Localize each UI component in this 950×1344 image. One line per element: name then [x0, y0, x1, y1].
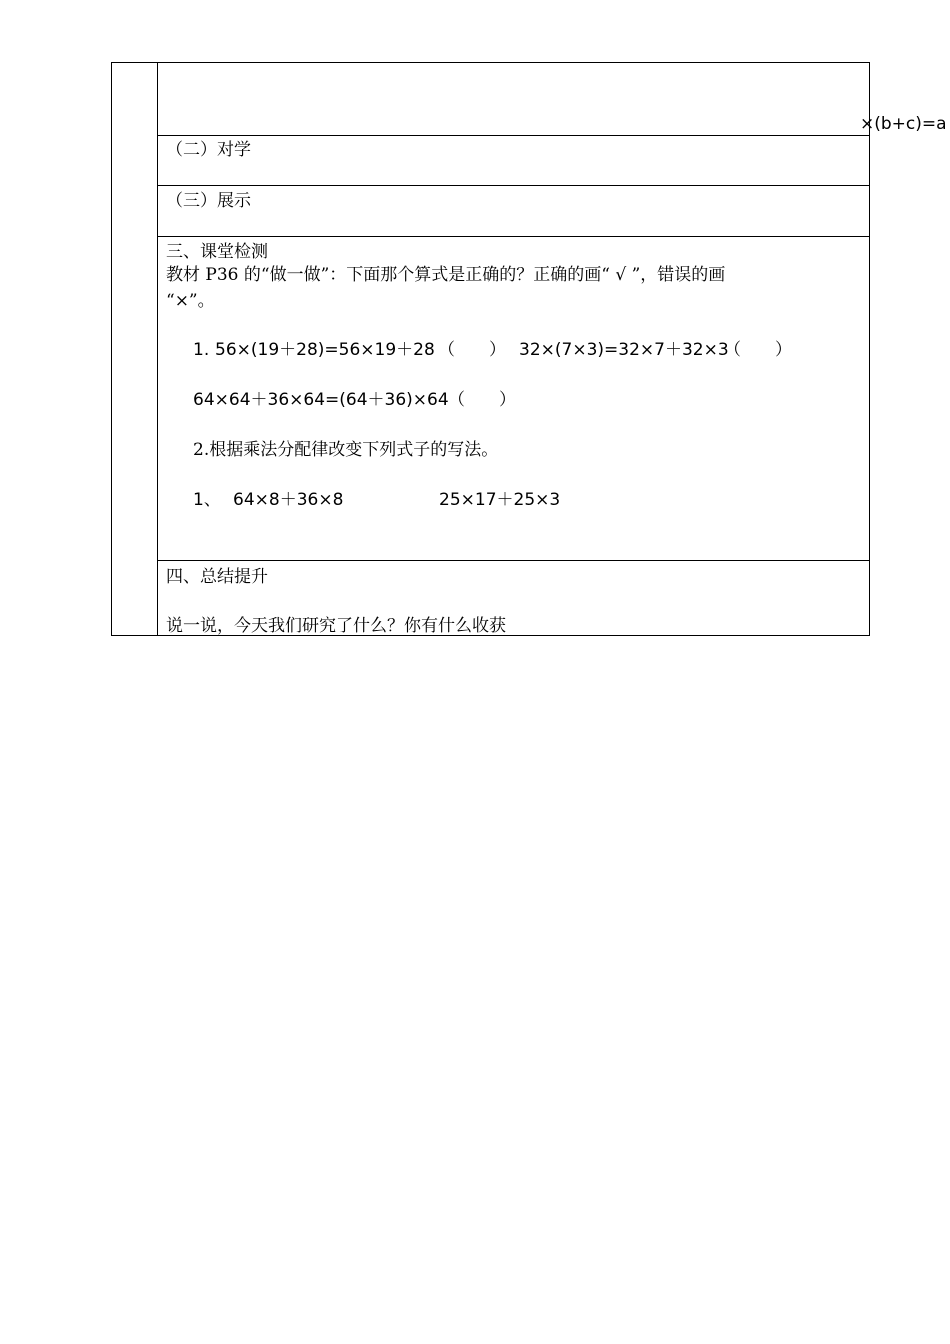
section-heading-ketang-jiance: 三、课堂检测: [166, 242, 268, 262]
overflow-formula-fragment: ×(b+c)=a: [860, 114, 947, 134]
question-1c-answer-blank: （ ）: [448, 390, 516, 410]
section-heading-duixue: （二）对学: [166, 140, 251, 160]
question-2-title: 2.根据乘法分配律改变下列式子的写法。: [193, 440, 499, 460]
section-heading-zongjie-tisheng: 四、总结提升: [166, 567, 268, 587]
instruction-line-1: 教材 P36 的“做一做”：下面那个算式是正确的？正确的画“ √ ”，错误的画: [166, 265, 726, 285]
question-1a-answer-blank: （ ）: [438, 340, 506, 360]
section-heading-zhanshi: （三）展示: [166, 191, 251, 211]
question-1c-expression: 64×64＋36×64=(64＋36)×64: [193, 390, 449, 410]
summary-prompt: 说一说，今天我们研究了什么？你有什么收获: [166, 616, 506, 636]
question-2b-expression: 25×17＋25×3: [439, 490, 561, 510]
question-1b-expression: 32×(7×3)=32×7＋32×3: [519, 340, 729, 360]
question-2-label: 1、: [193, 490, 221, 510]
question-1b-answer-blank: （ ）: [724, 340, 792, 360]
question-2a-expression: 64×8＋36×8: [233, 490, 344, 510]
instruction-line-2: “×”。: [166, 291, 215, 311]
question-1-label: 1.: [193, 340, 210, 360]
question-1a-expression: 56×(19＋28)=56×19＋28: [215, 340, 435, 360]
